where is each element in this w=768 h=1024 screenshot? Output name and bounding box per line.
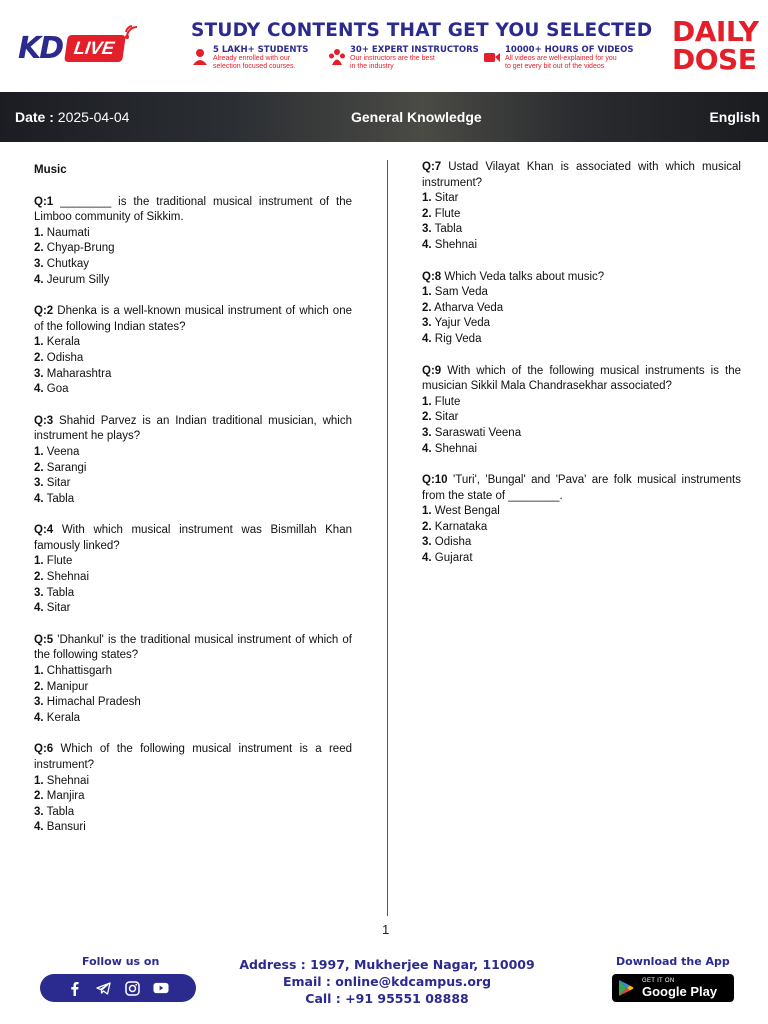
option-number: 2. — [422, 411, 432, 424]
download-app-label: Download the App — [616, 955, 730, 968]
question-body: Which of the following musical instrument is a reed instrument? — [34, 743, 352, 771]
social-links — [40, 974, 196, 1002]
question-body: Ustad Vilayat Khan is associated with which musical instrument? — [422, 161, 741, 189]
option-number: 3. — [422, 223, 432, 236]
answer-option — [422, 191, 741, 207]
gplay-big-text: Google Play — [642, 983, 718, 999]
answer-option — [34, 382, 352, 398]
question-text — [422, 473, 741, 504]
answer-option — [34, 554, 352, 570]
option-text: Naumati — [46, 226, 90, 239]
answer-option — [422, 410, 741, 426]
option-number: 3. — [422, 426, 432, 439]
phone-text[interactable]: Call : +91 95551 08888 — [305, 991, 469, 1006]
option-text: Tabla — [434, 223, 463, 236]
option-text: Flute — [46, 555, 73, 568]
option-text: Tabla — [46, 805, 75, 818]
option-text: Shehnai — [46, 571, 90, 584]
question-body: Dhenka is a well-known musical instrument of which one of the following Indian states? — [34, 305, 352, 333]
instagram-icon[interactable] — [124, 980, 140, 996]
answer-option — [34, 226, 352, 242]
option-text: Flute — [434, 395, 461, 408]
question-text — [34, 523, 352, 554]
answer-option — [34, 601, 352, 617]
answer-option — [34, 257, 352, 273]
answer-option — [34, 570, 352, 586]
facebook-icon[interactable] — [67, 980, 83, 996]
question-block — [422, 270, 741, 348]
option-number: 4. — [34, 492, 44, 505]
answer-option — [422, 504, 741, 520]
question-text — [422, 364, 741, 395]
section-title: Music — [34, 164, 67, 176]
option-number: 1. — [34, 665, 44, 678]
option-number: 4. — [34, 273, 44, 286]
option-text: Flute — [434, 207, 461, 220]
option-text: Kerala — [46, 711, 81, 724]
brand-kd-text: KD — [18, 30, 63, 66]
answer-option — [422, 551, 741, 567]
stat-title: 30+ EXPERT INSTRUCTORS — [350, 45, 479, 55]
question-body: With which musical instrument was Bismillah Khan famously linked? — [34, 524, 352, 552]
question-body: 'Dhankul' is the traditional musical instrument of which of the following states? — [34, 633, 352, 662]
stat-title: 5 LAKH+ STUDENTS — [213, 45, 309, 55]
option-number: 4. — [34, 383, 44, 396]
option-text: Odisha — [46, 351, 84, 364]
option-number: 4. — [422, 238, 432, 251]
answer-option — [422, 535, 741, 551]
option-number: 2. — [34, 461, 44, 474]
answer-option — [34, 695, 352, 711]
answer-option — [34, 335, 352, 351]
option-text: Chhattisgarh — [46, 665, 113, 678]
question-block — [34, 523, 352, 617]
option-number: 3. — [34, 696, 44, 709]
option-text: Gujarat — [434, 552, 473, 565]
answer-option — [422, 426, 741, 442]
option-text: Sitar — [46, 477, 71, 490]
daily-dose-logo — [672, 15, 759, 76]
option-number: 1. — [422, 505, 432, 518]
option-number: 2. — [422, 207, 432, 220]
option-number: 2. — [422, 520, 432, 533]
answer-option — [422, 285, 741, 301]
broadcast-icon — [124, 24, 140, 40]
answer-option — [34, 664, 352, 680]
option-text: Karnataka — [434, 520, 488, 533]
option-number: 1. — [34, 555, 44, 568]
dose-text: DOSE — [672, 43, 757, 76]
question-number: Q:5 — [34, 633, 54, 646]
option-text: Odisha — [434, 536, 472, 549]
option-number: 1. — [422, 286, 432, 299]
answer-option — [422, 316, 741, 332]
google-play-badge[interactable] — [612, 974, 734, 1002]
option-number: 3. — [34, 477, 44, 490]
header-stats — [191, 45, 651, 75]
option-text: Sarangi — [46, 461, 87, 474]
question-block — [34, 304, 352, 398]
option-number: 1. — [34, 774, 44, 787]
answer-option — [422, 207, 741, 223]
answer-option — [34, 586, 352, 602]
question-body: With which of the following musical instruments is the musician Sikkil Mala Chandrasekhar associated? — [422, 364, 741, 393]
option-text: Veena — [46, 445, 80, 458]
question-body: Which Veda talks about music? — [444, 270, 605, 283]
option-text: Rig Veda — [434, 332, 482, 345]
page-number: 1 — [382, 922, 390, 937]
contact-info — [220, 956, 554, 1007]
answer-option — [34, 680, 352, 696]
option-number: 3. — [34, 586, 44, 599]
email-text[interactable]: Email : online@kdcampus.org — [282, 974, 492, 989]
stat-desc: selection focused courses. — [213, 63, 296, 70]
option-text: Maharashtra — [46, 367, 112, 380]
option-number: 2. — [34, 790, 44, 803]
header-tagline: STUDY CONTENTS THAT GET YOU SELECTED — [191, 20, 653, 41]
google-play-icon — [618, 979, 634, 997]
option-number: 3. — [34, 805, 44, 818]
option-text: Chyap-Brung — [46, 242, 115, 255]
question-block — [422, 160, 741, 254]
answer-option — [422, 395, 741, 411]
option-text: Sitar — [434, 411, 459, 424]
option-number: 2. — [34, 571, 44, 584]
stat-desc: to get every bit out of the videos — [505, 63, 605, 70]
question-number: Q:6 — [34, 743, 54, 756]
question-number: Q:7 — [422, 161, 442, 173]
question-block — [34, 742, 352, 836]
stat-instructors — [328, 45, 479, 71]
answer-option — [422, 238, 741, 254]
option-text: Sam Veda — [434, 286, 488, 299]
question-block — [34, 414, 352, 508]
option-number: 1. — [422, 395, 432, 408]
question-text — [34, 414, 352, 445]
date-label: Date : — [15, 109, 58, 125]
address-text: Address : 1997, Mukherjee Nagar, 110009 — [239, 957, 535, 972]
question-text — [422, 270, 741, 286]
option-number: 4. — [422, 442, 432, 455]
question-body: ________ is the traditional musical instrument of the Limboo community of Sikkim. — [34, 195, 352, 224]
option-number: 2. — [34, 242, 44, 255]
option-text: Kerala — [46, 336, 81, 349]
answer-option — [34, 476, 352, 492]
option-text: Atharva Veda — [434, 301, 504, 314]
question-block — [34, 633, 352, 727]
option-number: 4. — [422, 332, 432, 345]
date-value: 2025-04-04 — [57, 109, 130, 125]
daily-text: DAILY — [672, 15, 759, 48]
answer-option — [422, 222, 741, 238]
answer-option — [34, 367, 352, 383]
video-camera-icon — [483, 48, 501, 66]
answer-option — [34, 492, 352, 508]
option-text: Sitar — [434, 192, 459, 205]
option-text: Manipur — [46, 680, 89, 693]
option-number: 4. — [422, 552, 432, 565]
option-text: Shehnai — [46, 774, 90, 787]
question-block — [422, 473, 741, 567]
option-text: Bansuri — [46, 821, 86, 834]
question-text — [34, 195, 352, 226]
answer-option — [34, 820, 352, 836]
left-column — [34, 160, 352, 852]
answer-option — [422, 442, 741, 458]
answer-option — [34, 461, 352, 477]
option-number: 1. — [34, 445, 44, 458]
answer-option — [422, 332, 741, 348]
language-label: English — [709, 109, 760, 125]
right-column — [422, 160, 741, 583]
question-number: Q:1 — [34, 195, 54, 208]
stat-desc: Already enrolled with our — [213, 55, 291, 62]
column-divider — [387, 160, 388, 916]
option-number: 2. — [34, 351, 44, 364]
gplay-small-text: GET IT ON — [642, 977, 675, 984]
option-text: Yajur Veda — [434, 317, 491, 330]
kd-live-logo — [18, 28, 124, 68]
youtube-icon[interactable] — [153, 980, 169, 996]
option-text: Shehnai — [434, 238, 478, 251]
page-header — [0, 0, 768, 92]
answer-option — [34, 273, 352, 289]
answer-option — [422, 301, 741, 317]
option-number: 3. — [422, 536, 432, 549]
answer-option — [34, 241, 352, 257]
option-number: 4. — [34, 711, 44, 724]
stat-videos — [483, 45, 633, 71]
question-number: Q:10 — [422, 474, 448, 487]
stat-desc: in the industry — [350, 63, 394, 70]
option-text: Jeurum Silly — [46, 273, 110, 286]
question-text — [34, 304, 352, 335]
option-text: Goa — [46, 383, 69, 396]
stat-students — [191, 45, 308, 71]
question-block — [34, 195, 352, 289]
option-number: 4. — [34, 602, 44, 615]
option-text: Manjira — [46, 790, 85, 803]
answer-option — [34, 774, 352, 790]
option-number: 4. — [34, 821, 44, 834]
question-body: Shahid Parvez is an Indian traditional musician, which instrument he plays? — [34, 414, 352, 443]
instructors-icon — [328, 48, 346, 66]
student-icon — [191, 48, 209, 66]
option-text: Tabla — [46, 586, 75, 599]
option-number: 1. — [422, 192, 432, 205]
option-number: 2. — [422, 301, 432, 314]
answer-option — [422, 520, 741, 536]
option-number: 1. — [34, 226, 44, 239]
option-number: 3. — [34, 257, 44, 270]
answer-option — [34, 351, 352, 367]
question-block — [422, 364, 741, 458]
option-text: Himachal Pradesh — [46, 696, 141, 709]
option-number: 1. — [34, 336, 44, 349]
option-number: 3. — [34, 367, 44, 380]
answer-option — [34, 789, 352, 805]
option-number: 2. — [34, 680, 44, 693]
stat-desc: All videos are well-explained for you — [505, 55, 617, 62]
telegram-icon[interactable] — [96, 980, 112, 996]
question-text — [34, 742, 352, 773]
question-number: Q:9 — [422, 364, 442, 377]
option-text: Sitar — [46, 602, 71, 615]
option-text: Shehnai — [434, 442, 478, 455]
question-number: Q:4 — [34, 524, 54, 537]
option-text: Chutkay — [46, 257, 89, 270]
question-text — [34, 633, 352, 664]
option-text: Tabla — [46, 492, 75, 505]
answer-option — [34, 805, 352, 821]
answer-option — [34, 445, 352, 461]
question-number: Q:2 — [34, 305, 54, 318]
option-text: West Bengal — [434, 505, 500, 518]
question-number: Q:3 — [34, 414, 54, 427]
subject-title: General Knowledge — [351, 109, 482, 125]
question-body: 'Turi', 'Bungal' and 'Pava' are folk musical instruments from the state of ________. — [422, 474, 741, 502]
option-text: Saraswati Veena — [434, 426, 522, 439]
brand-live-text: LIVE — [64, 35, 126, 62]
question-number: Q:8 — [422, 270, 442, 283]
stat-title: 10000+ HOURS OF VIDEOS — [505, 45, 634, 55]
stat-desc: Our instructors are the best — [350, 55, 435, 62]
answer-option — [34, 711, 352, 727]
info-band — [0, 92, 768, 142]
option-number: 3. — [422, 317, 432, 330]
date-field — [15, 109, 129, 125]
question-text — [422, 160, 741, 191]
follow-us-label: Follow us on — [82, 955, 160, 968]
